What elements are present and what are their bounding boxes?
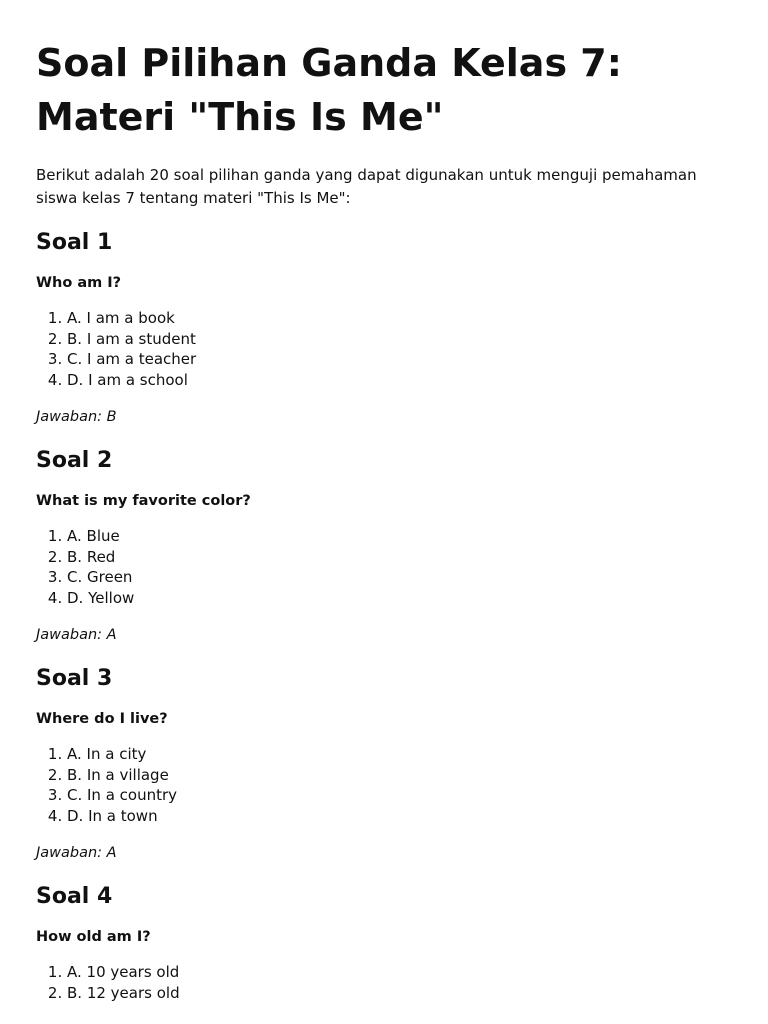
- option-list: [36, 308, 732, 390]
- option-list: [36, 526, 732, 608]
- soal-answer: Jawaban: B: [36, 409, 117, 425]
- option-item: 2. B. Red: [67, 547, 732, 568]
- soal-question: How old am I?: [36, 929, 151, 945]
- option-item: 3. C. Green: [67, 567, 732, 588]
- option-list: [36, 744, 732, 826]
- soal-section-3: [36, 664, 732, 864]
- option-list: [36, 962, 732, 1003]
- soal-heading: Soal 4: [36, 884, 113, 909]
- soal-heading: Soal 3: [36, 666, 113, 691]
- option-item: 3. C. In a country: [67, 785, 732, 806]
- page-title: [36, 36, 732, 144]
- option-item: 4. D. In a town: [67, 806, 732, 827]
- soal-question: Where do I live?: [36, 711, 168, 727]
- option-item: 3. C. I am a teacher: [67, 349, 732, 370]
- soal-section-2: [36, 446, 732, 646]
- soal-question: What is my favorite color?: [36, 493, 251, 509]
- soal-section-4: [36, 882, 732, 1003]
- option-item: 1. A. In a city: [67, 744, 732, 765]
- option-item: 1. A. Blue: [67, 526, 732, 547]
- option-item: 2. B. 12 years old: [67, 983, 732, 1004]
- page-title-line-1: Soal Pilihan Ganda Kelas 7:: [36, 41, 622, 85]
- soal-answer: Jawaban: A: [36, 845, 117, 861]
- page-title-line-2: Materi "This Is Me": [36, 95, 444, 139]
- option-item: 4. D. Yellow: [67, 588, 732, 609]
- intro-paragraph: Berikut adalah 20 soal pilihan ganda yang dapat digunakan untuk menguji pemahaman siswa kelas 7 tentang materi "This Is Me":: [36, 166, 697, 207]
- soal-answer: Jawaban: A: [36, 627, 117, 643]
- soal-heading: Soal 2: [36, 448, 113, 473]
- option-item: 4. D. I am a school: [67, 370, 732, 391]
- soal-heading: Soal 1: [36, 230, 113, 255]
- soal-question: Who am I?: [36, 275, 122, 291]
- soal-section-1: [36, 228, 732, 428]
- option-item: 2. B. I am a student: [67, 329, 732, 350]
- option-item: 1. A. I am a book: [67, 308, 732, 329]
- option-item: 1. A. 10 years old: [67, 962, 732, 983]
- option-item: 2. B. In a village: [67, 765, 732, 786]
